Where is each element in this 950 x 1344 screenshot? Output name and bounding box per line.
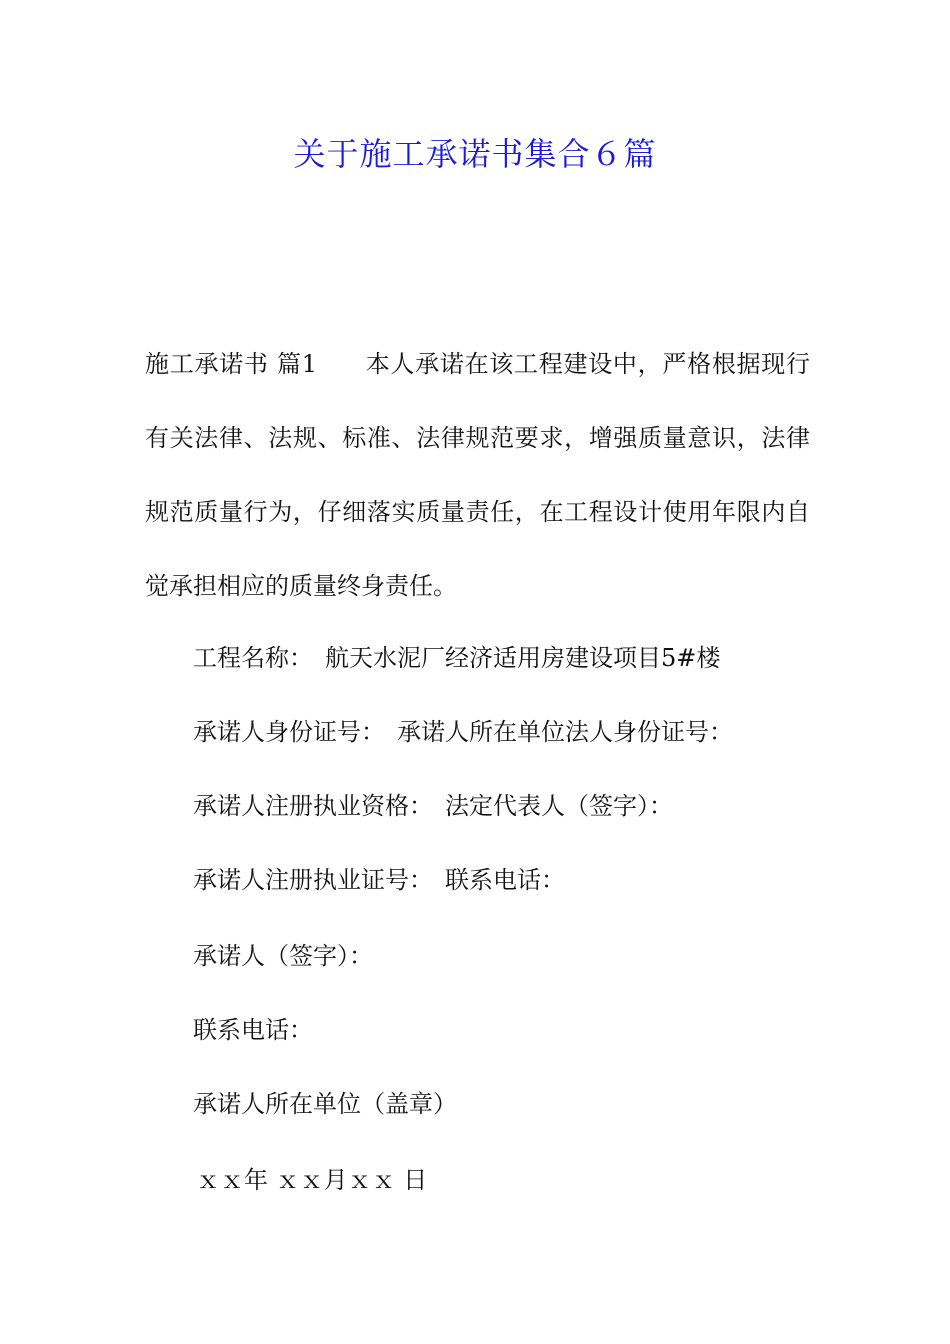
paragraph-body: 本人承诺在该工程建设中，严格根据现行有关法律、法规、标准、法律规范要求，增强质量意识，法律规范质量行为，仔细落实质量责任，在工程设计使用年限内自觉承担相应的质量终身责任。 — [145, 350, 810, 600]
promisor-sign-label: 承诺人（签字）： — [193, 942, 373, 970]
unit-seal-line — [193, 1086, 457, 1122]
page-title: 关于施工承诺书集合６篇 — [293, 135, 657, 173]
legal-rep-sign-label: 法定代表人（签字）： — [445, 792, 673, 820]
phone-label: 联系电话： — [445, 866, 565, 894]
section-label: 施工承诺书 篇1 — [145, 350, 317, 378]
phone-line — [193, 1012, 313, 1048]
intro-paragraph — [145, 327, 810, 623]
promisor-id-label: 承诺人身份证号： — [193, 718, 385, 746]
phone-label: 联系电话： — [193, 1016, 313, 1044]
qualification-label: 承诺人注册执业资格： — [193, 792, 433, 820]
date-line — [196, 1162, 427, 1198]
id-number-line — [193, 714, 733, 750]
unit-seal-label: 承诺人所在单位（盖章） — [193, 1090, 457, 1118]
promisor-sign-line — [193, 938, 373, 974]
legal-rep-id-label: 承诺人所在单位法人身份证号： — [397, 718, 733, 746]
date-text: ｘｘ年 ｘｘ月ｘｘ 日 — [196, 1166, 428, 1194]
project-name-value: 航天水泥厂经济适用房建设项目5#楼 — [325, 644, 721, 672]
practice-cert-label: 承诺人注册执业证号： — [193, 866, 433, 894]
qualification-line — [193, 788, 673, 824]
project-name-label: 工程名称： — [193, 644, 313, 672]
project-name-line — [193, 640, 720, 676]
practice-cert-line — [193, 862, 565, 898]
